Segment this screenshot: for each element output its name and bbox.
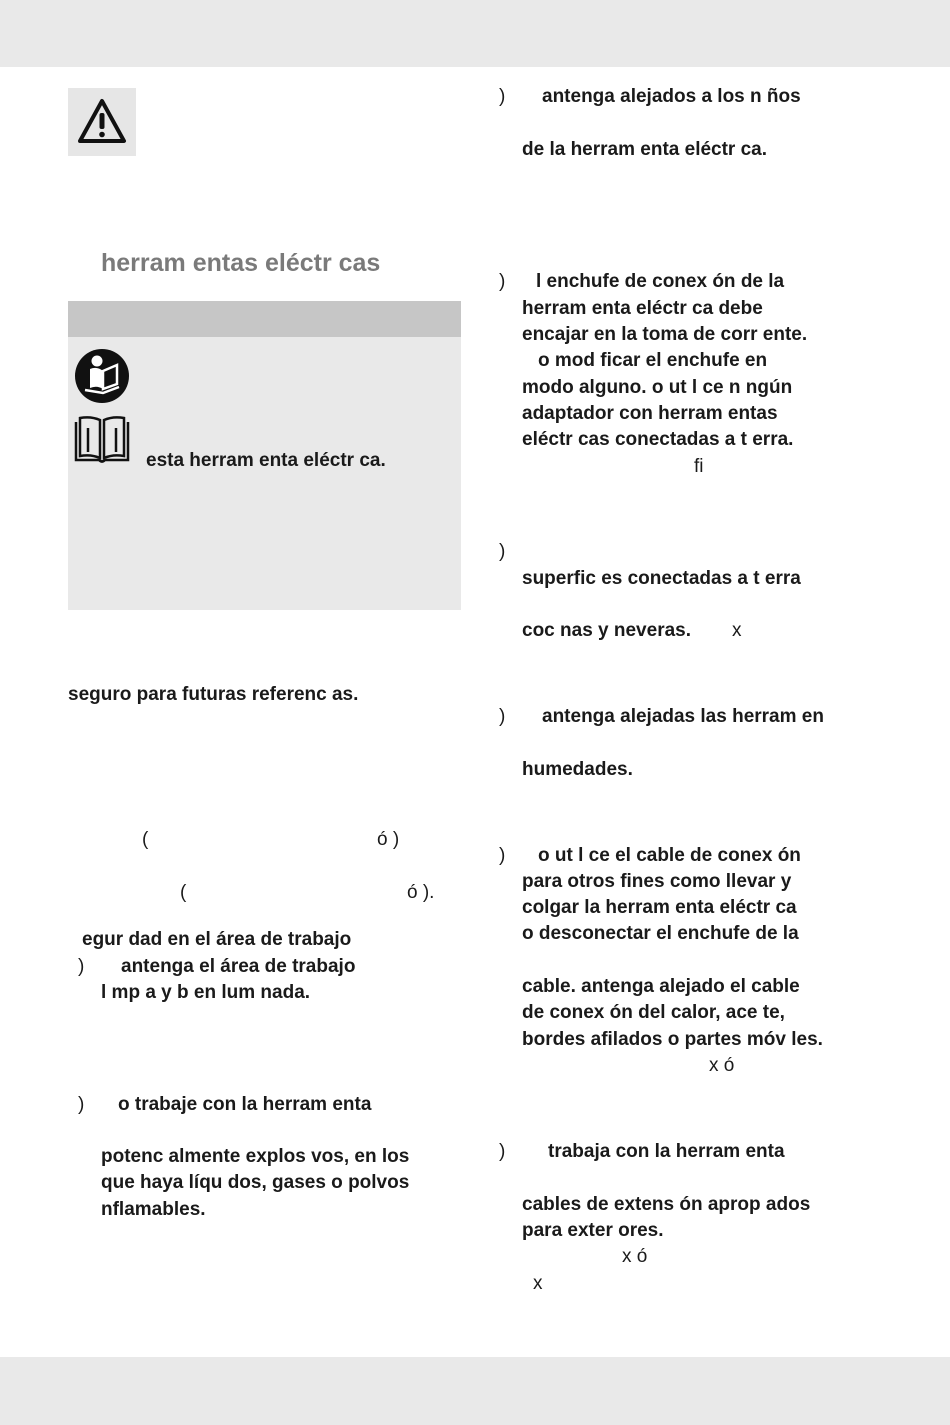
item-c-line: antenga alejados a los n ños [542,86,801,107]
panel-text: esta herram enta eléctr ca. [146,450,386,471]
item-h-line: cables de extens ón aprop ados [522,1194,811,1215]
warning-box [68,88,136,156]
subheading-work-area: egur dad en el área de trabajo [82,929,352,950]
item-e-line: coc nas y neveras. [522,620,691,641]
item-g-line: o ut l ce el cable de conex ón [538,845,801,866]
item-h-line: para exter ores. [522,1220,664,1241]
item-d-line: encajar en la toma de corr ente. [522,324,808,345]
item-d-line: eléctr cas conectadas a t erra. [522,429,794,450]
section-heading: herram entas eléctr cas [101,249,381,277]
item-g-line: o desconectar el enchufe de la [522,923,799,944]
item-d-line: l enchufe de conex ón de la [536,271,785,292]
paren-close-2: ó ). [407,882,435,903]
item-b-line: potenc almente explos vos, en los [101,1146,410,1167]
bottom-band [0,1357,950,1425]
item-c-line: de la herram enta eléctr ca. [522,139,768,160]
item-e-marker: ) [499,541,506,562]
item-g-line: cable. antenga alejado el cable [522,976,800,997]
item-g-line: bordes afilados o partes móv les. [522,1029,823,1050]
item-b-line: o trabaje con la herram enta [118,1094,372,1115]
item-d-line: adaptador con herram entas [522,403,778,424]
item-g-line: para otros fines como llevar y [522,871,792,892]
item-h-line: trabaja con la herram enta [548,1141,785,1162]
read-manual-icon [73,347,131,405]
item-a-marker: ) [78,956,85,977]
item-f-line: antenga alejadas las herram en [542,706,824,727]
item-d-line: modo alguno. o ut l ce n ngún [522,377,793,398]
item-e-fragment: x [732,620,742,641]
item-a-line: l mp a y b en lum nada. [101,982,311,1003]
item-g-fragment: x ó [709,1055,735,1076]
item-g-marker: ) [499,845,506,866]
open-book-icon [73,414,131,464]
item-f-line: humedades. [522,759,633,780]
item-g-line: colgar la herram enta eléctr ca [522,897,797,918]
item-d-marker: ) [499,271,506,292]
panel-header-bar [68,301,461,337]
item-d-line: o mod ficar el enchufe en [538,350,768,371]
item-e-line: superfic es conectadas a t erra [522,568,801,589]
reference-note: seguro para futuras referenc as. [68,684,359,705]
item-d-line: herram enta eléctr ca debe [522,298,763,319]
paren-open-1: ( [142,829,149,850]
item-b-line: que haya líqu dos, gases o polvos [101,1172,410,1193]
item-a-line: antenga el área de trabajo [121,956,356,977]
item-b-marker: ) [78,1094,85,1115]
item-d-fragment: fi [694,456,704,477]
paren-close-1: ó ) [377,829,400,850]
item-b-line: nflamables. [101,1199,206,1220]
item-h-fragment: x ó [622,1246,648,1267]
top-band [0,0,950,67]
item-c-marker: ) [499,86,506,107]
paren-open-2: ( [180,882,187,903]
item-g-line: de conex ón del calor, ace te, [522,1002,785,1023]
item-h-fragment: x [533,1273,543,1294]
warning-triangle-icon [76,96,128,148]
item-f-marker: ) [499,706,506,727]
item-h-marker: ) [499,1141,506,1162]
